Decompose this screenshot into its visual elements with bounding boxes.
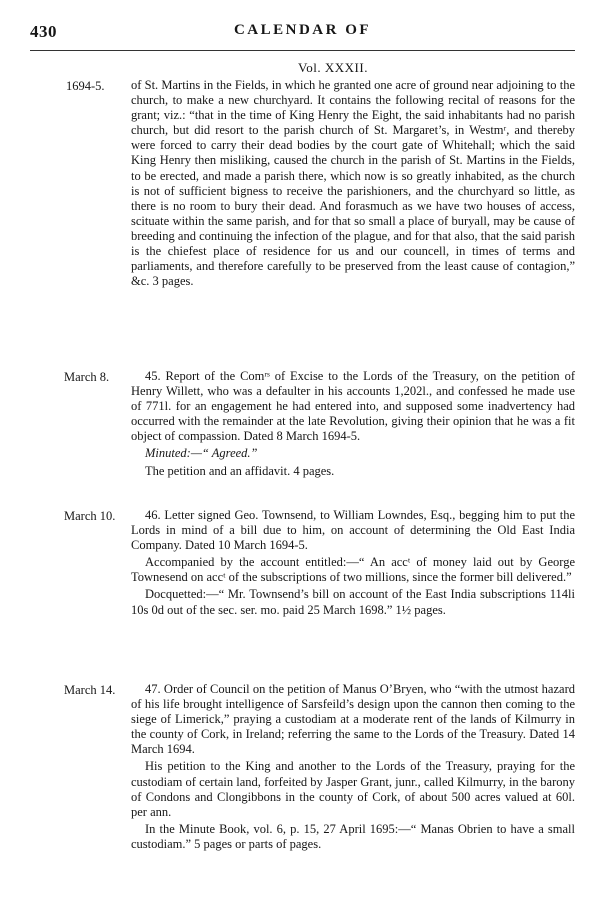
- entry-docquet: Docquetted:—“ Mr. Townsend’s bill on account of the East India subscriptions 114li 10s 0d out of the sec. ser. mo. paid 25 March 1698.” 1½ pages.: [131, 587, 575, 617]
- entry-paragraph: 47. Order of Council on the petition of Manus O’Bryen, who “with the utmost hazard of his life brought intelligence of Sarsfeild’s design upon the cannon then coming to the siege of Limerick,” praying a custodiam at a moderate rent of the lands of Kilmurry in the county of Cork, in Ireland; referring the same to the Lords of the Treasury. Dated 14 March 1694.: [131, 682, 575, 757]
- entry-46: [131, 508, 575, 618]
- entry-47: [131, 682, 575, 852]
- entry-paragraph: 45. Report of the Comʳˢ of Excise to the Lords of the Treasury, on the petition of Henry Willett, who was a defaulter in his accounts 1,202l., and confessed he made use of 771l. for an engagement he had entered into, and supposed some inadvertency had occurred with the remainder at the late Revolution, giving their opinion that he was a fit object of compassion. Dated 8 March 1694-5.: [131, 369, 575, 444]
- header-rule: [30, 50, 575, 51]
- running-head: CALENDAR OF: [233, 22, 372, 38]
- entry-paragraph: 46. Letter signed Geo. Townsend, to William Lowndes, Esq., begging him to put the Lords in mind of a bill due to him, on account of determining the Old East India Company. Dated 10 March 1694-5.: [131, 508, 575, 553]
- margin-date: March 8.: [64, 370, 110, 384]
- page-header: [30, 22, 575, 48]
- entry-paragraph: Accompanied by the account entitled:—“ An accᵗ of money laid out by George Townesend on accᵗ of the subscriptions of two millions, since the former bill delivered.”: [131, 555, 575, 585]
- margin-year: 1694-5.: [66, 79, 105, 93]
- page-number: 430: [30, 22, 57, 41]
- margin-date: March 14.: [64, 683, 116, 697]
- entry-continuation: [131, 78, 575, 289]
- entry-paragraph: His petition to the King and another to the Lords of the Treasury, praying for the custodiam of certain land, forfeited by Jasper Grant, junr., called Kilmurry, in the barony of Condons and Clongibbons in the county of Cork, of about 500 acres valued at 60l. per ann.: [131, 759, 575, 819]
- entry-note: The petition and an affidavit. 4 pages.: [145, 463, 335, 478]
- entry-minute: Minuted:—“ Agreed.”: [145, 446, 258, 461]
- entry-paragraph: In the Minute Book, vol. 6, p. 15, 27 April 1695:—“ Manas Obrien to have a small custodiam.” 5 pages or parts of pages.: [131, 821, 575, 851]
- volume-heading: Vol. XXXII.: [298, 60, 368, 75]
- entry-paragraph: of St. Martins in the Fields, in which he granted one acre of ground near adjoining to the church, to make a new churchyard. It contains the following recital of reasons for the grant; viz.: “that in the time of King Henry the Eight, the said inhabitants had no parish church, but did resort to the parish church of St. Margaret’s, in Westmʳ, and thereby were forced to carry their dead bodies by the court gate of Whitehall; which the said King Henry then misliking, caused the church in the parish of St. Martins in the Fields, to be erected, and made a parish there, which now is so greatly inhabited, as the church is not of sufficient bigness to receive the parishioners, and the churchyard so little, as there is no room to bury their dead. And forasmuch as we have two houses of access, scituate within the same parish, and for that so small a place of buryall, may be cause of breeding and continuing the infection of the plague, and for that also, that the said parish is the chiefest place of residence for us and our councell, in times of terms and parliaments, and therefore carefully to be preserved from the least cause of contagion,” &c. 3 pages.: [131, 78, 575, 289]
- margin-date: March 10.: [64, 509, 116, 523]
- entry-45: [131, 369, 575, 479]
